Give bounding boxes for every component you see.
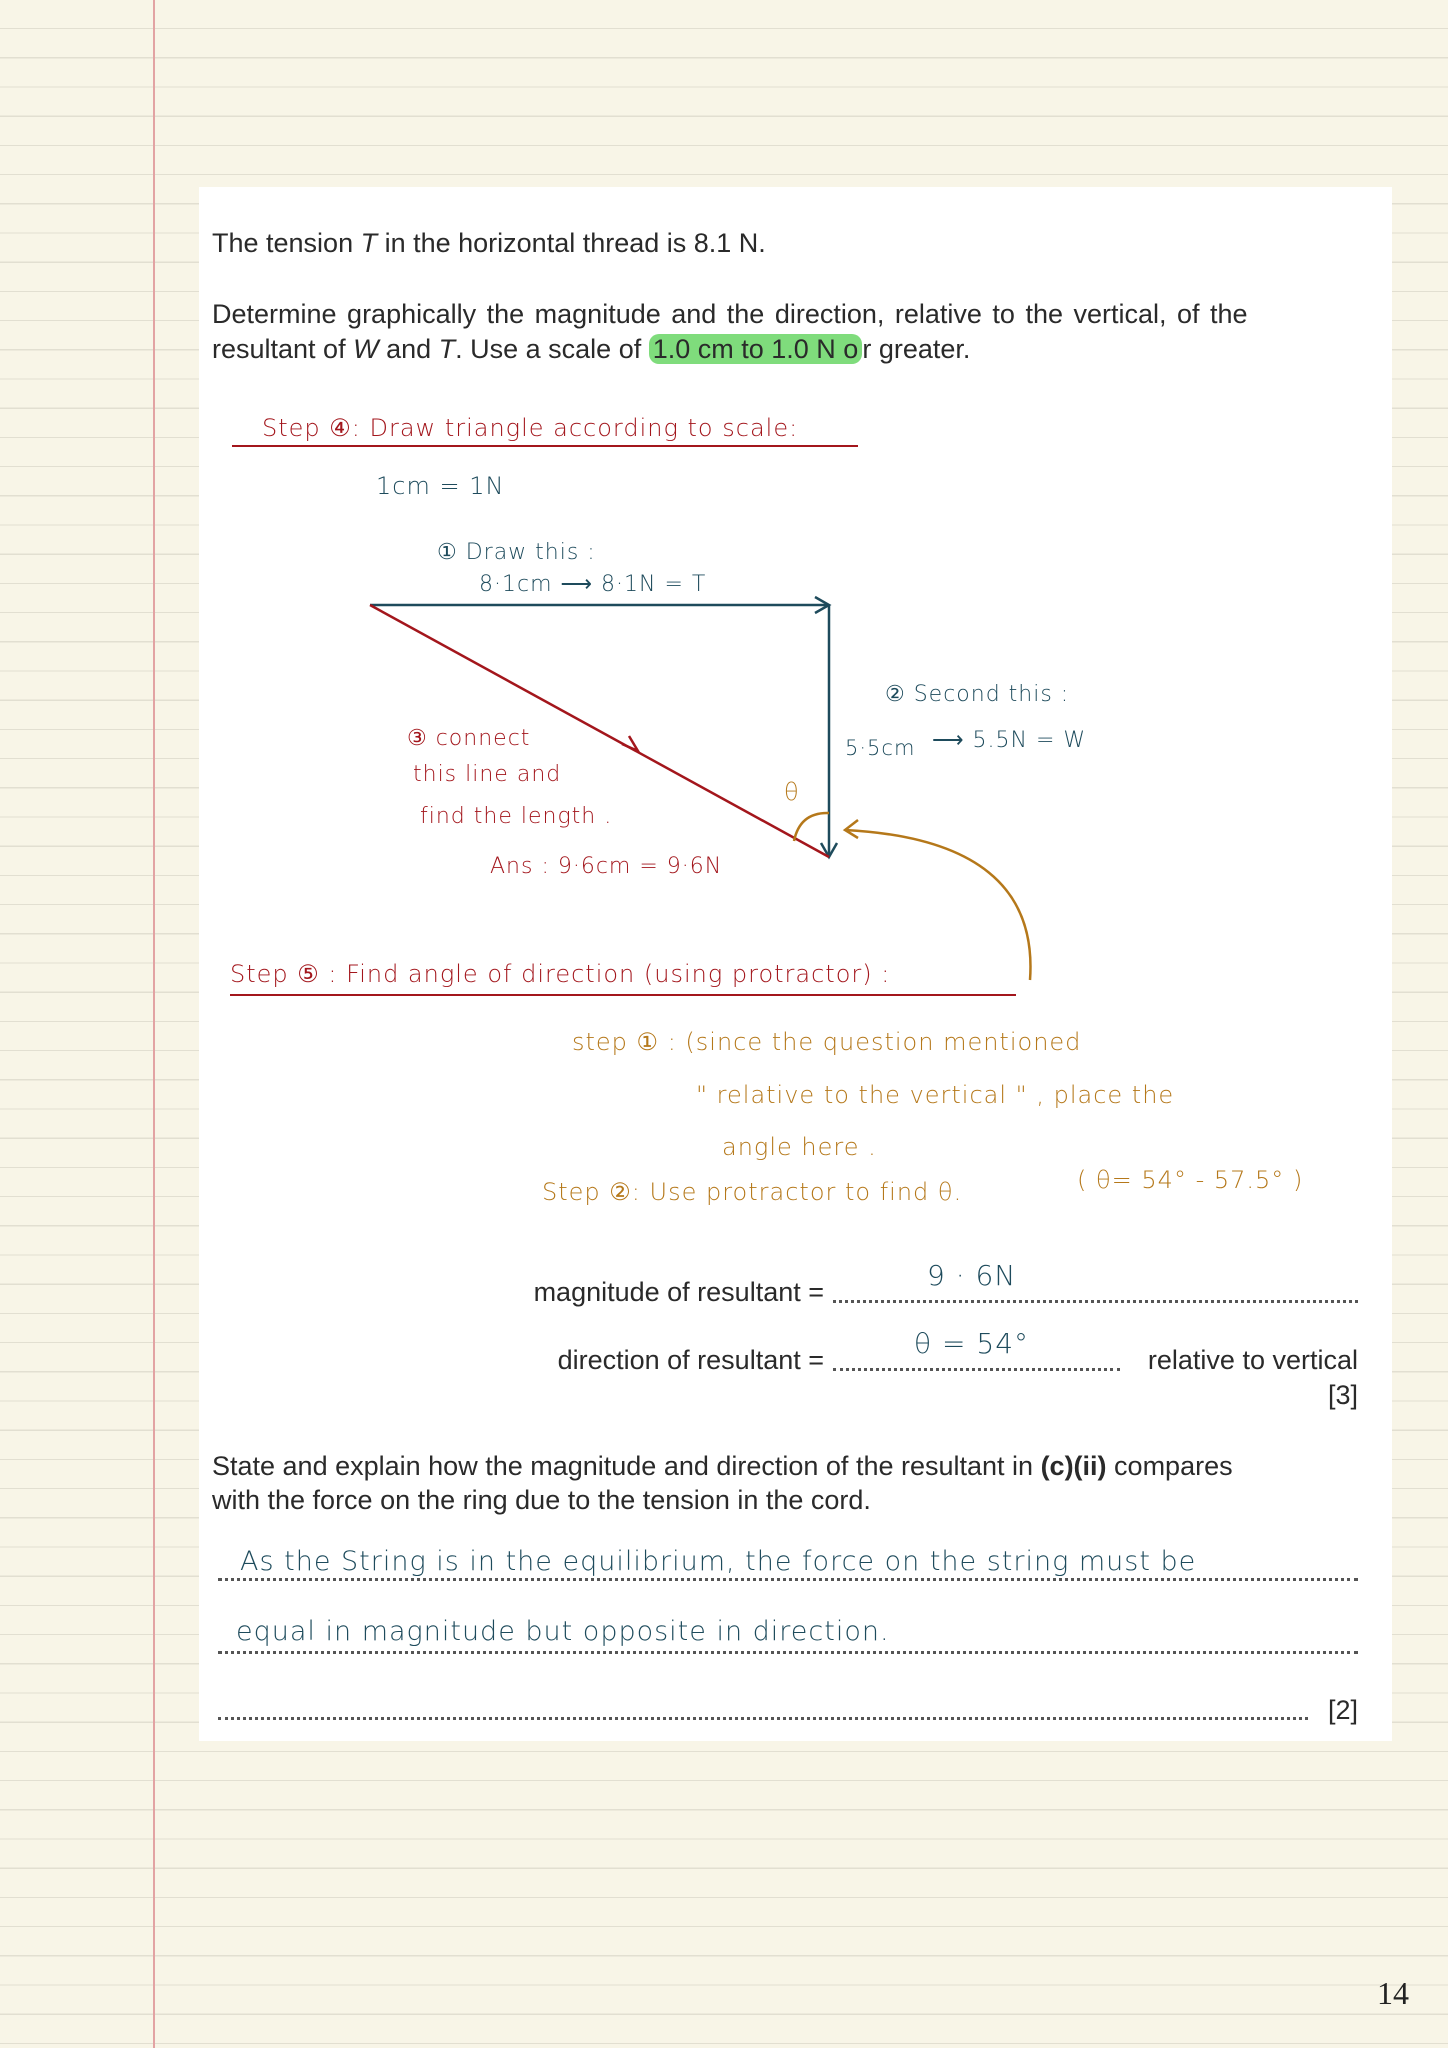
scale-note: 1cm = 1N: [376, 472, 505, 500]
second-this-note: ② Second this :: [885, 682, 1070, 707]
pointer-arrowhead: [845, 820, 858, 838]
weight-value-note: ⟶ 5.5N = W: [932, 728, 1087, 753]
angle-arc: [794, 813, 829, 841]
substep1-line1: step ① : (since the question mentioned: [572, 1028, 1082, 1056]
highlight: 1.0 cm to 1.0 N o: [649, 334, 863, 364]
weight-length-note: 5·5cm: [845, 736, 916, 760]
answer-line-2[interactable]: [218, 1651, 1358, 1654]
answer-line-1[interactable]: [218, 1578, 1358, 1581]
connect-note-3: find the length .: [420, 804, 613, 829]
direction-value: θ = 54°: [914, 1327, 1030, 1360]
tension-value-note: 8·1cm ⟶ 8·1N = T: [479, 572, 707, 597]
marks-2: [2]: [1327, 1695, 1358, 1725]
magnitude-value: 9 · 6N: [927, 1259, 1017, 1292]
direction-label: direction of resultant =: [557, 1345, 824, 1375]
part2-line-2: with the force on the ring due to the tension in the cord.: [212, 1485, 871, 1515]
draw-this-note: ① Draw this :: [437, 540, 596, 565]
answer-text-2: equal in magnitude but opposite in direction.: [236, 1616, 890, 1647]
direction-suffix: relative to vertical: [1147, 1345, 1358, 1375]
answer-text-1: As the String is in the equilibrium, the force on the string must be: [240, 1546, 1197, 1577]
answer-line-3[interactable]: [218, 1717, 1308, 1720]
step4-underline: [232, 445, 858, 447]
direction-answer-line[interactable]: [833, 1368, 1120, 1371]
theta-label: θ: [784, 778, 800, 806]
angle-range: ( θ= 54° - 57.5° ): [1077, 1166, 1304, 1194]
step5-underline: [230, 994, 1016, 996]
magnitude-answer-line[interactable]: [833, 1300, 1358, 1303]
step5-heading: Step ⑤ : Find angle of direction (using protractor) :: [230, 960, 891, 988]
substep2: Step ②: Use protractor to find θ.: [542, 1178, 963, 1206]
question-line-3: resultant of W and T. Use a scale of 1.0 cm to 1.0 N o r greater.: [212, 334, 971, 364]
page-number: 14: [1377, 1975, 1409, 2011]
substep1-line2: " relative to the vertical " , place the: [696, 1081, 1175, 1109]
step4-heading: Step ④: Draw triangle according to scale:: [262, 414, 799, 442]
question-line-2: Determine graphically the magnitude and the direction, relative to the vertical, of the: [212, 299, 1248, 329]
part2-line-1: State and explain how the magnitude and direction of the resultant in (c)(ii) compares: [212, 1451, 1233, 1481]
answer-note: Ans : 9·6cm = 9·6N: [490, 854, 723, 879]
pointer-curve: [845, 830, 1030, 980]
connect-note-2: this line and: [413, 762, 562, 787]
question-line-1: The tension T in the horizontal thread is 8.1 N.: [212, 228, 766, 258]
substep1-line3: angle here .: [722, 1133, 877, 1161]
connect-note-1: ③ connect: [407, 726, 531, 751]
magnitude-label: magnitude of resultant =: [533, 1277, 824, 1307]
marks-3: [3]: [1327, 1380, 1358, 1410]
